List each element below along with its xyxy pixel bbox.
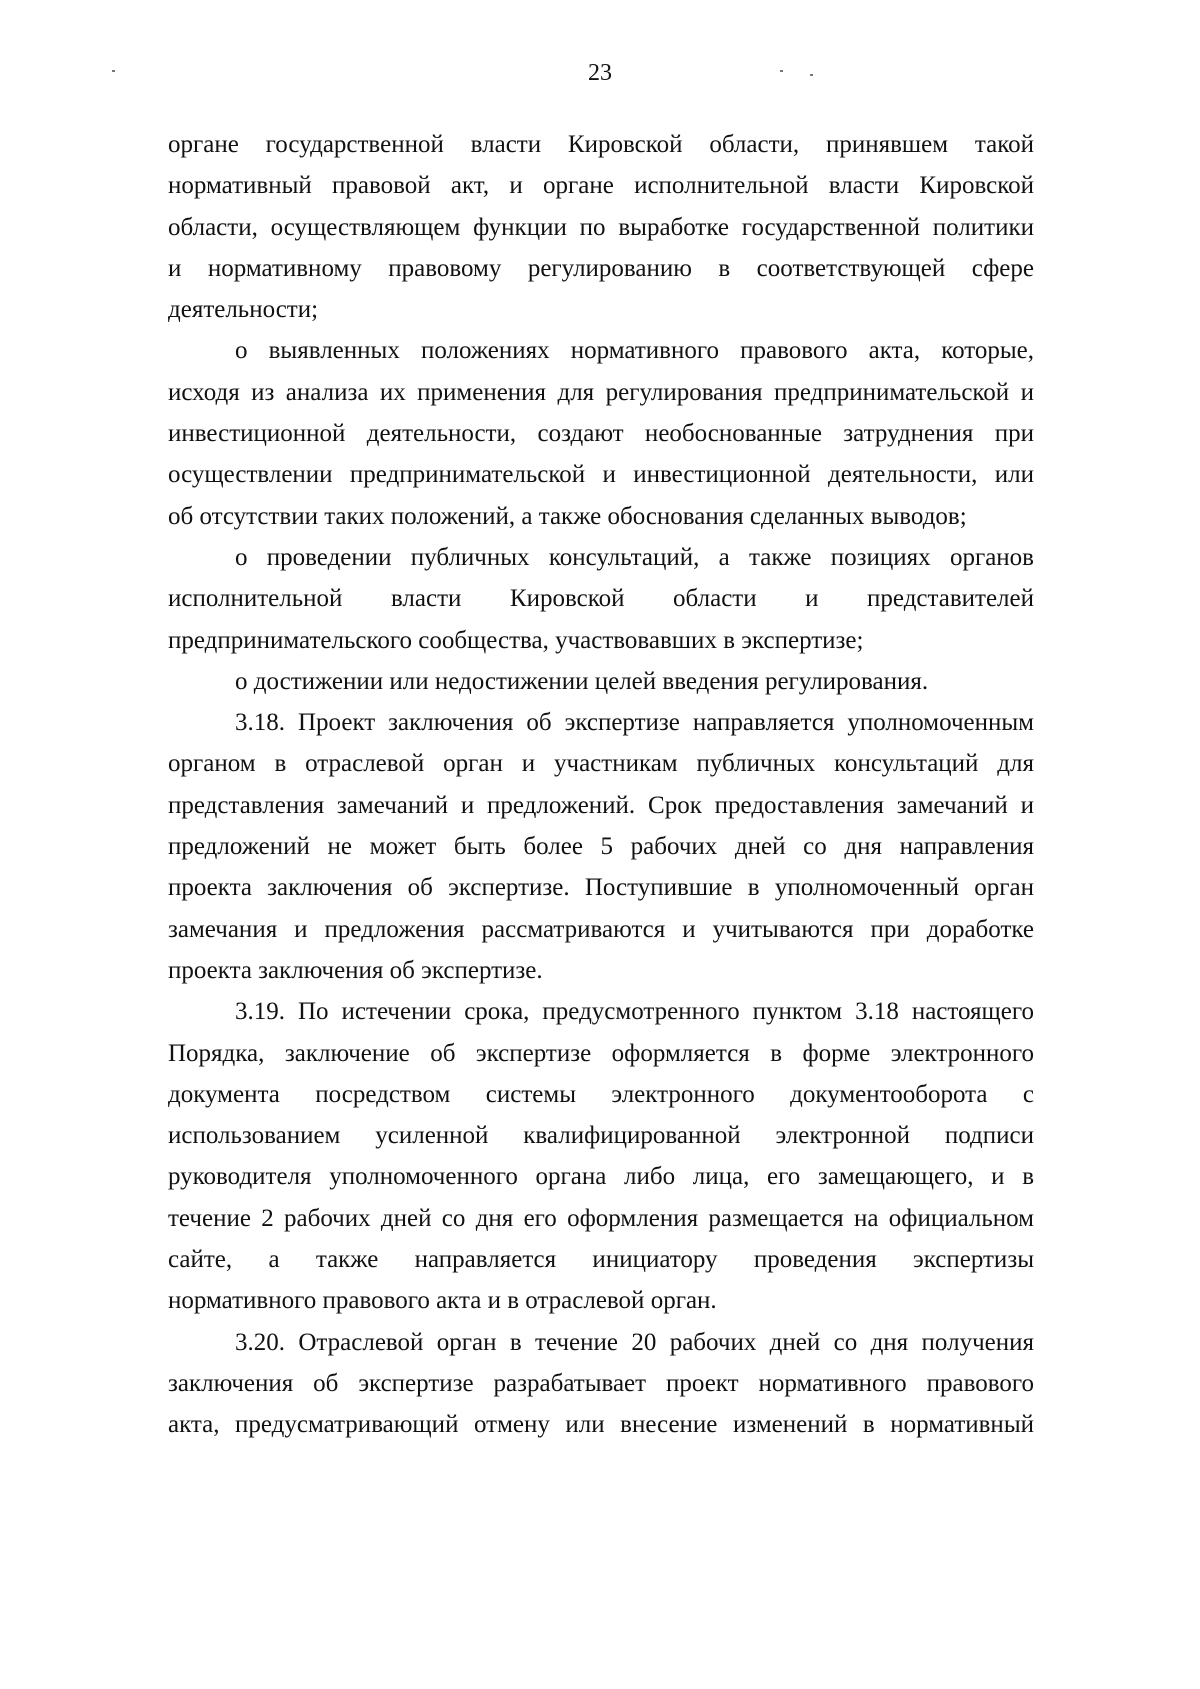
paragraph — [168, 991, 1034, 1321]
scan-artifact — [112, 70, 115, 72]
text-line: предложений не может быть более 5 рабочих дней со дня направления — [168, 833, 1034, 861]
text-line: осуществлении предпринимательской и инвестиционной деятельности, или — [168, 461, 1034, 489]
text-line: нормативный правовой акт, и органе исполнительной власти Кировской — [168, 172, 1034, 200]
text-line: инвестиционной деятельности, создают необоснованные затруднения при — [168, 420, 1034, 448]
paragraph — [168, 330, 1034, 536]
text-line: нормативного правового акта и в отраслевой орган. — [168, 1287, 717, 1315]
text-line: и нормативному правовому регулированию в соответствующей сфере — [168, 254, 1034, 282]
scan-artifact — [810, 74, 813, 76]
text-line: Порядка, заключение об экспертизе оформляется в форме электронного — [168, 1039, 1034, 1067]
document-body — [168, 124, 1034, 1446]
text-line: течение 2 рабочих дней со дня его оформления размещается на официальном — [168, 1204, 1034, 1232]
text-line: о проведении публичных консультаций, а также позициях органов — [235, 543, 1034, 571]
text-line: проекта заключения об экспертизе. — [168, 956, 543, 984]
text-line: об отсутствии таких положений, а также обоснования сделанных выводов; — [168, 502, 967, 530]
text-line: органом в отраслевой орган и участникам публичных консультаций для — [168, 750, 1034, 778]
page-number: 23 — [588, 60, 612, 86]
text-line: о достижении или недостижении целей введения регулирования. — [235, 667, 929, 695]
text-line: предпринимательского сообщества, участвовавших в экспертизе; — [168, 626, 864, 654]
text-line: заключения об экспертизе разрабатывает проект нормативного правового — [168, 1369, 1034, 1397]
text-line: сайте, а также направляется инициатору проведения экспертизы — [168, 1246, 1034, 1274]
paragraph — [168, 537, 1034, 661]
scan-artifact — [780, 70, 783, 72]
text-line: 3.20. Отраслевой орган в течение 20 рабочих дней со дня получения — [235, 1328, 1034, 1356]
text-line: использованием усиленной квалифицированной электронной подписи — [168, 1122, 1034, 1150]
paragraph — [168, 124, 1034, 330]
paragraph — [168, 1322, 1034, 1446]
text-line: органе государственной власти Кировской области, принявшем такой — [168, 131, 1034, 158]
text-line: проекта заключения об экспертизе. Поступившие в уполномоченный орган — [168, 874, 1034, 902]
text-line: руководителя уполномоченного органа либо лица, его замещающего, и в — [168, 1163, 1034, 1191]
text-line: замечания и предложения рассматриваются и учитываются при доработке — [168, 915, 1034, 943]
text-line: акта, предусматривающий отмену или внесение изменений в нормативный — [168, 1411, 1034, 1439]
text-line: о выявленных положениях нормативного правового акта, которые, — [235, 337, 1034, 365]
text-line: исходя из анализа их применения для регулирования предпринимательской и — [168, 378, 1034, 406]
text-line: 3.18. Проект заключения об экспертизе направляется уполномоченным — [235, 709, 1034, 737]
text-line: 3.19. По истечении срока, предусмотренного пунктом 3.18 настоящего — [235, 998, 1034, 1026]
paragraph — [168, 702, 1034, 991]
text-line: области, осуществляющем функции по выработке государственной политики — [168, 213, 1034, 241]
paragraph — [168, 661, 1034, 702]
text-line: деятельности; — [168, 296, 319, 324]
text-line: документа посредством системы электронного документооборота с — [168, 1080, 1034, 1108]
text-line: представления замечаний и предложений. Срок предоставления замечаний и — [168, 791, 1034, 819]
text-line: исполнительной власти Кировской области и представителей — [168, 585, 1034, 613]
